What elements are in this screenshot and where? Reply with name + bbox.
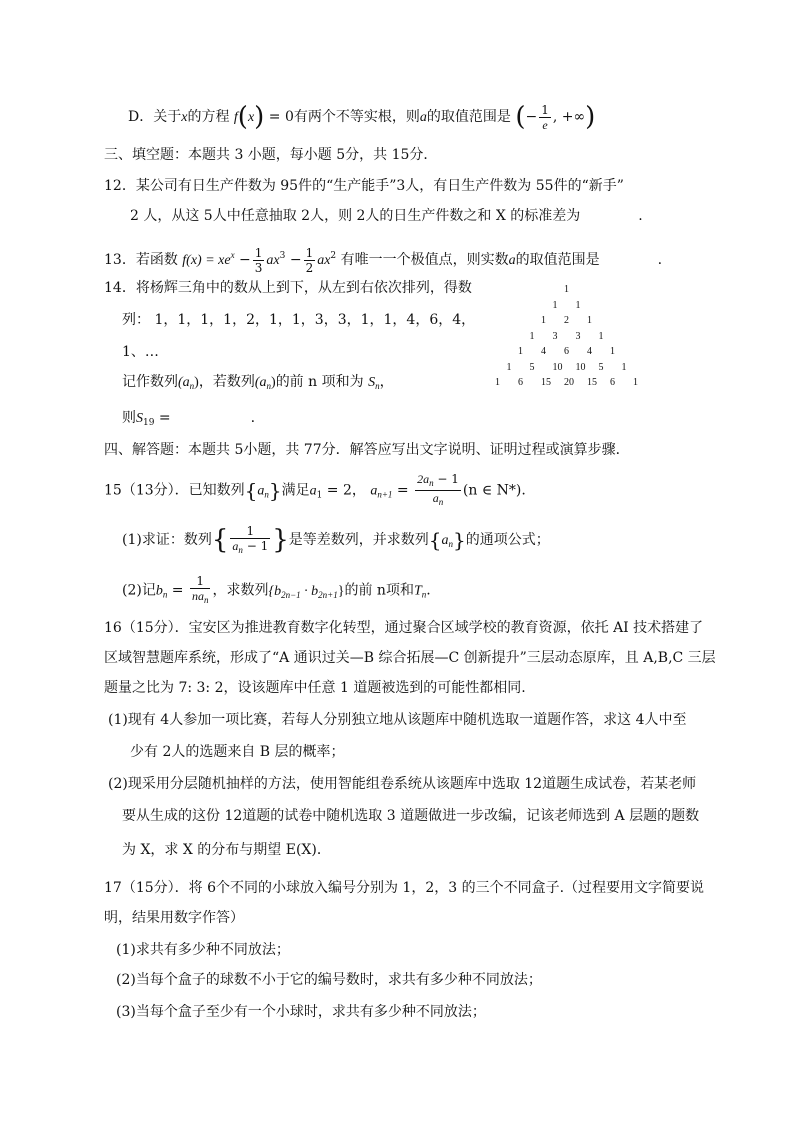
q15-head: 15（13分）．已知数列$\{a_n\}$满足$a_1 = 2$， $a_{n+1}$ = $\frac{2a_n - 1}{a_n}$ (n ∈ N*). [104,472,526,507]
triangle-number: 1 [564,284,569,295]
q17-part1: (1)求共有多少种不同放法； [116,942,290,958]
frac-den: e [542,117,548,132]
triangle-number: 1 [598,330,604,342]
q17-line2: 明，结果用数字作答） [104,910,244,926]
q16-line1: 16（15分）．宝安区为推进教育数字化转型，通过聚合区域学校的教育资源，依托 AI 技术搭建了 [104,620,704,636]
func-f: f [233,110,238,125]
triangle-number: 4 [541,346,546,357]
var-a: a [419,110,427,125]
triangle-number: 1 [610,346,615,357]
option-d-after: , +∞ [552,109,586,125]
triangle-number: 10 [552,361,563,373]
triangle-number: 1 [529,330,535,342]
q14-line2: 列： 1，1，1，1，2，1，1，3，3，1，1，4，6，4， [122,312,476,328]
triangle-number: 1 [575,299,581,311]
triangle-number: 6 [610,377,615,388]
triangle-number: 10 [575,361,586,373]
q14-line1: 14．将杨辉三角中的数从上到下，从左到右依次排列，得数 [104,280,472,296]
q12-dot: . [638,208,643,224]
q14-line5: 则$S_{19}$ = . [122,410,256,428]
option-d-mid2: 有两个不等实根，则 [293,109,420,125]
triangle-number: 15 [587,377,597,388]
option-d-mid: 的方程 [187,109,230,125]
q12-text: 2 人，从这 5人中任意抽取 2人，则 2人的日生产件数之和 X 的标准差为 [130,208,581,224]
pascal-triangle [492,284,662,394]
triangle-number: 5 [598,361,604,373]
triangle-number: 5 [529,361,535,373]
q15-part2: (2)记$b_n$ = $\frac{1}{na_n}$ ，求数列$\{b_{2n-1} \cdot b_{2n+1}\}$的前 n项和$T_n$. [122,574,431,605]
triangle-number: 1 [506,361,512,373]
option-d-eq: = 0 [268,109,294,125]
q14-line3: 1、… [122,344,159,360]
q16-part1b: 少有 2人的选题来自 B 层的概率； [130,744,345,760]
frac-num: 1 [541,102,549,117]
section-3-title: 三、填空题：本题共 3 小题，每小题 5分，共 15分． [104,147,438,163]
triangle-number: 20 [564,377,574,388]
q13-tail: 有唯一一个极值点，则实数 [340,252,509,268]
triangle-number: 15 [541,377,551,388]
q16-part2a: (2)现采用分层随机抽样的方法，使用智能组卷系统从该题库中选取 12道题生成试卷，若某老师 [108,776,697,792]
q16-line3: 题量之比为 7: 3: 2，设该题库中任意 1 道题被选到的可能性都相同. [104,680,526,696]
triangle-number: 1 [633,377,638,388]
triangle-number: 6 [518,377,523,388]
triangle-number: 3 [575,330,581,342]
var-x: x [181,110,188,125]
q12-line1: 12．某公司有日生产件数为 95件的“生产能手”3人，有日生产件数为 55件的“新手” [104,178,624,194]
q13-tail2: 的取值范围是 [515,252,600,268]
triangle-number: 4 [587,346,592,357]
triangle-number: 6 [564,346,569,357]
q17-part3: (3)当每个盒子至少有一个小球时，求共有多少种不同放法； [116,1004,486,1020]
q13-line: 13．若函数 $f(x) = xe^x$ − $\frac{1}{3}$ $ax^3$ − $\frac{1}{2}$ $ax^2$ 有唯一一个极值点，则实数a的取值范围是 . [104,245,663,275]
triangle-number: 1 [587,315,592,326]
section-4-title: 四、解答题：本题共 5小题，共 77分．解答应写出文字说明、证明过程或演算步骤． [104,442,630,458]
q16-line2: 区域智慧题库系统，形成了“A 通识过关—B 综合拓展—C 创新提升”三层动态原库，且 A,B,C 三层 [104,650,716,666]
q16-part2c: 为 X，求 X 的分布与期望 E(X)． [122,842,331,858]
q17-part2: (2)当每个盒子的球数不小于它的编号数时，求共有多少种不同放法； [116,972,542,988]
q17-line1: 17（15分）．将 6个不同的小球放入编号分别为 1，2，3 的三个不同盒子.（过程要用文字简要说 [104,880,705,896]
option-d-prefix: D．关于 [128,109,182,125]
q12-line2 [130,206,643,226]
option-d-tail: 的取值范围是 [426,109,511,125]
triangle-number: 3 [552,330,558,342]
q15-part1: (1)求证：数列{ $\frac{1}{a_n - 1}$ }是等差数列，并求数列$\{a_n\}$的通项公式； [122,523,550,555]
triangle-number: 1 [541,315,546,326]
q16-part1a: (1)现有 4人参加一项比赛，若每人分别独立地从该题库中随机选取一道题作答，求这 4人中至 [108,712,687,728]
q14-line4: 记作数列$(a_n)$，若数列$(a_n)$的前 n 项和为 $S_n$， [122,374,394,391]
triangle-number: 1 [518,346,523,357]
triangle-number: 1 [552,299,558,311]
option-d: D．关于x的方程 f(x) = 0有两个不等实根，则a的取值范围是 (− $\frac{1}{e}$ , +∞) [128,102,596,132]
triangle-number: 1 [621,361,627,373]
q13-fx: f(x) = xe [182,253,231,268]
triangle-number: 2 [564,315,569,326]
triangle-number: 1 [495,377,500,388]
q16-part2b: 要从生成的这份 12道题的试卷中随机选取 3 道题做进一步改编，记该老师选到 A 层题的题数 [122,808,700,824]
q13-lead: 13．若函数 [104,252,178,268]
